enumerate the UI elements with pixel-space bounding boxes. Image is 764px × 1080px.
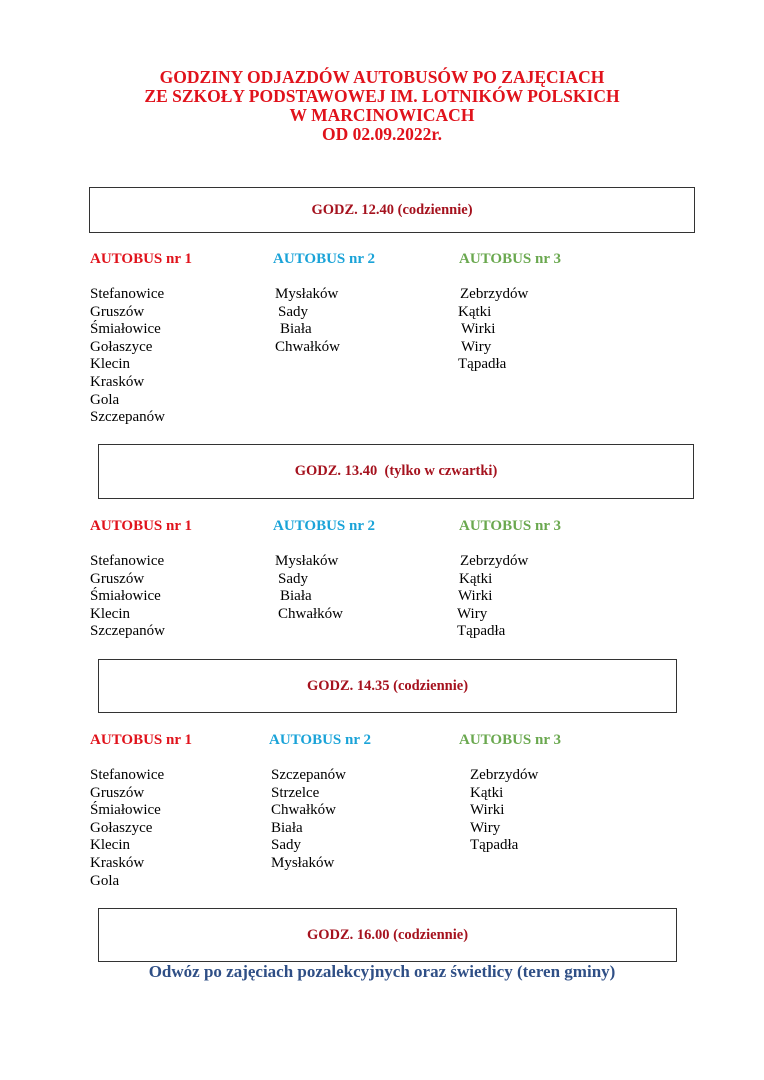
- bus-2-stops: [275, 286, 340, 356]
- bus-2-heading: AUTOBUS nr 2: [273, 251, 375, 267]
- title-line-3: W MARCINOWICACH: [289, 105, 475, 125]
- bus-1-heading: AUTOBUS nr 1: [90, 732, 192, 748]
- bus-1-heading: AUTOBUS nr 1: [90, 518, 192, 534]
- list-item: Zebrzydów: [460, 286, 529, 302]
- list-item: Biała: [271, 819, 303, 836]
- bus-2-heading: AUTOBUS nr 2: [273, 518, 375, 534]
- list-item: Szczepanów: [271, 767, 346, 783]
- list-item: Klecin: [90, 605, 130, 622]
- list-item: Wiry: [470, 819, 501, 836]
- list-item: Śmiałowice: [90, 588, 161, 605]
- bus-3-stops: [458, 286, 528, 374]
- list-item: Gruszów: [90, 570, 145, 587]
- list-item: Gołaszyce: [90, 819, 153, 836]
- list-item: Wirki: [458, 588, 493, 605]
- list-item: Klecin: [90, 837, 130, 854]
- title-line-4: OD 02.09.2022r.: [322, 124, 442, 144]
- list-item: Chwałków: [278, 605, 343, 622]
- list-item: Biała: [280, 321, 312, 338]
- time-label: GODZ. 14.35 (codziennie): [306, 677, 469, 694]
- bus-3-heading: AUTOBUS nr 3: [459, 518, 561, 534]
- list-item: Stefanowice: [90, 553, 165, 569]
- bus-3-stops: [457, 553, 528, 641]
- bus-1-stops: [90, 767, 164, 890]
- list-item: Wirki: [461, 321, 496, 338]
- list-item: Tąpadła: [457, 623, 506, 640]
- list-item: Mysłaków: [271, 854, 335, 871]
- list-item: Stefanowice: [90, 286, 165, 302]
- list-item: Kątki: [458, 303, 492, 320]
- list-item: Gola: [90, 391, 120, 408]
- title-line-1: GODZINY ODJAZDÓW AUTOBUSÓW PO ZAJĘCIACH: [159, 67, 605, 87]
- list-item: Stefanowice: [90, 767, 165, 783]
- list-item: Krasków: [90, 373, 145, 390]
- bus-3-heading: AUTOBUS nr 3: [459, 732, 561, 748]
- list-item: Mysłaków: [275, 286, 339, 302]
- bus-2-stops: [271, 767, 346, 873]
- list-item: Biała: [280, 588, 312, 605]
- list-item: Strzelce: [271, 784, 320, 801]
- time-box-1435: [98, 659, 677, 713]
- list-item: Gołaszyce: [90, 338, 153, 355]
- bus-1-stops: [90, 286, 165, 427]
- list-item: Sady: [278, 570, 308, 587]
- list-item: Wiry: [461, 338, 492, 355]
- list-item: Klecin: [90, 356, 130, 373]
- list-item: Mysłaków: [275, 553, 339, 569]
- time-label: GODZ. 12.40 (codziennie): [311, 201, 473, 218]
- list-item: Krasków: [90, 854, 145, 871]
- bus-2-stops: [275, 553, 343, 623]
- bus-1-stops: [90, 553, 165, 641]
- list-item: Zebrzydów: [460, 553, 529, 569]
- list-item: Kątki: [459, 570, 493, 587]
- list-item: Śmiałowice: [90, 802, 161, 819]
- list-item: Tąpadła: [470, 837, 519, 854]
- footer-note: Odwóz po zajęciach pozalekcyjnych oraz świetlicy (teren gminy): [148, 962, 616, 981]
- list-item: Wirki: [470, 802, 505, 819]
- list-item: Zebrzydów: [470, 767, 539, 783]
- list-item: Szczepanów: [90, 623, 165, 640]
- list-item: Tąpadła: [458, 356, 507, 373]
- bus-3-heading: AUTOBUS nr 3: [459, 251, 561, 267]
- title-line-2: ZE SZKOŁY PODSTAWOWEJ IM. LOTNIKÓW POLSKICH: [144, 86, 620, 106]
- list-item: Chwałków: [271, 802, 336, 819]
- time-label: GODZ. 13.40 (tylko w czwartki): [294, 463, 498, 479]
- bus-1-heading: AUTOBUS nr 1: [90, 251, 192, 267]
- list-item: Szczepanów: [90, 409, 165, 426]
- list-item: Chwałków: [275, 338, 340, 355]
- list-item: Sady: [278, 303, 308, 320]
- time-label: GODZ. 16.00 (codziennie): [306, 926, 469, 943]
- bus-2-heading: AUTOBUS nr 2: [269, 732, 371, 748]
- list-item: Wiry: [457, 605, 488, 622]
- list-item: Gruszów: [90, 303, 145, 320]
- time-box-1600: [98, 908, 677, 962]
- list-item: Gola: [90, 872, 120, 889]
- bus-3-stops: [470, 767, 538, 855]
- list-item: Sady: [271, 837, 301, 854]
- list-item: Gruszów: [90, 784, 145, 801]
- time-box-1340: [98, 444, 694, 499]
- document-title: [0, 68, 764, 144]
- list-item: Śmiałowice: [90, 321, 161, 338]
- list-item: Kątki: [470, 784, 504, 801]
- time-box-1240: [89, 187, 695, 233]
